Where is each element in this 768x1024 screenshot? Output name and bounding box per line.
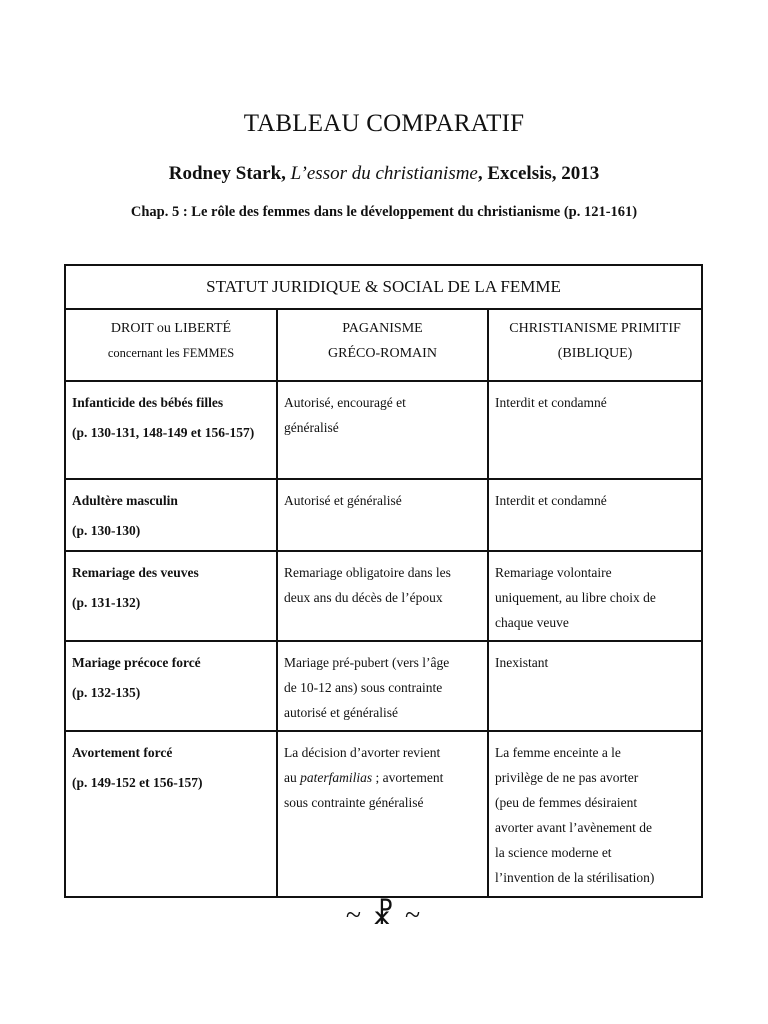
table-column-header-row [65, 309, 702, 381]
row-right-label: Avortement forcé [72, 745, 173, 760]
row-christianity-text: (peu de femmes désiraient [495, 795, 638, 810]
subtitle-publisher-year: , Excelsis, 2013 [477, 163, 600, 184]
row-right-cell [65, 551, 277, 641]
subtitle-work: L’essor du christianisme [290, 163, 478, 184]
column-header-christianity [488, 309, 702, 381]
column-header-christianity-line1: CHRISTIANISME PRIMITIF [509, 321, 681, 336]
row-paganism-text-pre: au [284, 770, 301, 785]
row-page-reference: (p. 130-131, 148-149 et 156-157) [72, 425, 255, 440]
row-christianity-cell [488, 731, 702, 897]
row-paganism-text: deux ans du décès de l’époux [284, 590, 443, 605]
row-christianity-text: chaque veuve [495, 615, 569, 630]
table-row [65, 551, 702, 641]
row-paganism-text: La décision d’avorter revient [284, 745, 441, 760]
row-christianity-cell [488, 641, 702, 731]
row-christianity-cell [488, 551, 702, 641]
column-header-paganism-line2: GRÉCO-ROMAIN [328, 346, 437, 361]
row-paganism-cell [277, 551, 488, 641]
row-paganism-text: généralisé [284, 420, 339, 435]
row-paganism-text: Mariage pré-pubert (vers l’âge [284, 655, 450, 670]
chapter-reference: Chap. 5 : Le rôle des femmes dans le développement du christianisme (p. 121-161) [130, 204, 638, 220]
row-christianity-text: la science moderne et [495, 845, 612, 860]
row-paganism-text: de 10-12 ans) sous contrainte [284, 680, 443, 695]
column-header-right [65, 309, 277, 381]
chi-rho-ornament: ~ ☧ ~ [345, 900, 423, 931]
row-christianity-text: avorter avant l’avènement de [495, 820, 653, 835]
row-paganism-text-post: ; avortement [372, 770, 444, 785]
document-title: TABLEAU COMPARATIF [243, 110, 525, 137]
row-right-label: Mariage précoce forcé [72, 655, 201, 670]
document-subtitle [0, 163, 768, 185]
row-christianity-text: Interdit et condamné [495, 395, 607, 410]
row-paganism-text-line2 [284, 765, 481, 790]
row-page-reference: (p. 149-152 et 156-157) [72, 775, 203, 790]
row-paganism-cell [277, 641, 488, 731]
row-right-cell [65, 479, 277, 551]
table-row [65, 381, 702, 479]
row-paganism-text: Remariage obligatoire dans les [284, 565, 451, 580]
row-paganism-cell [277, 479, 488, 551]
row-christianity-text: Remariage volontaire [495, 565, 612, 580]
row-paganism-text-emphasis: paterfamilias [300, 770, 373, 785]
row-paganism-text: Autorisé et généralisé [284, 493, 402, 508]
row-paganism-cell [277, 731, 488, 897]
row-christianity-text: Interdit et condamné [495, 493, 607, 508]
row-right-label: Infanticide des bébés filles [72, 395, 224, 410]
subtitle-author: Rodney Stark, [168, 163, 291, 184]
row-christianity-text: Inexistant [495, 655, 549, 670]
column-header-paganism [277, 309, 488, 381]
row-page-reference: (p. 131-132) [72, 595, 141, 610]
column-header-christianity-line2: (BIBLIQUE) [557, 346, 633, 361]
row-christianity-text: La femme enceinte a le [495, 745, 621, 760]
row-paganism-cell [277, 381, 488, 479]
column-header-right-line1: DROIT ou LIBERTÉ [110, 321, 232, 336]
row-paganism-text: autorisé et généralisé [284, 705, 398, 720]
column-header-right-line2: concernant les FEMMES [107, 346, 235, 360]
row-christianity-cell [488, 381, 702, 479]
table-row [65, 641, 702, 731]
row-page-reference: (p. 130-130) [72, 523, 141, 538]
table-row [65, 479, 702, 551]
row-right-cell [65, 381, 277, 479]
comparison-table [64, 264, 703, 898]
row-right-label: Remariage des veuves [72, 565, 199, 580]
row-christianity-text: l’invention de la stérilisation) [495, 870, 655, 885]
row-christianity-text: uniquement, au libre choix de [495, 590, 656, 605]
row-page-reference: (p. 132-135) [72, 685, 141, 700]
row-christianity-text: privilège de ne pas avorter [495, 770, 639, 785]
row-paganism-text: Autorisé, encouragé et [284, 395, 406, 410]
table-main-header-row [65, 265, 702, 309]
table-main-header: STATUT JURIDIQUE & SOCIAL DE LA FEMME [65, 265, 702, 309]
row-paganism-text: sous contrainte généralisé [284, 795, 424, 810]
row-right-label: Adultère masculin [72, 493, 178, 508]
table-row [65, 731, 702, 897]
row-right-cell [65, 641, 277, 731]
row-right-cell [65, 731, 277, 897]
column-header-paganism-line1: PAGANISME [342, 321, 423, 336]
row-christianity-cell [488, 479, 702, 551]
